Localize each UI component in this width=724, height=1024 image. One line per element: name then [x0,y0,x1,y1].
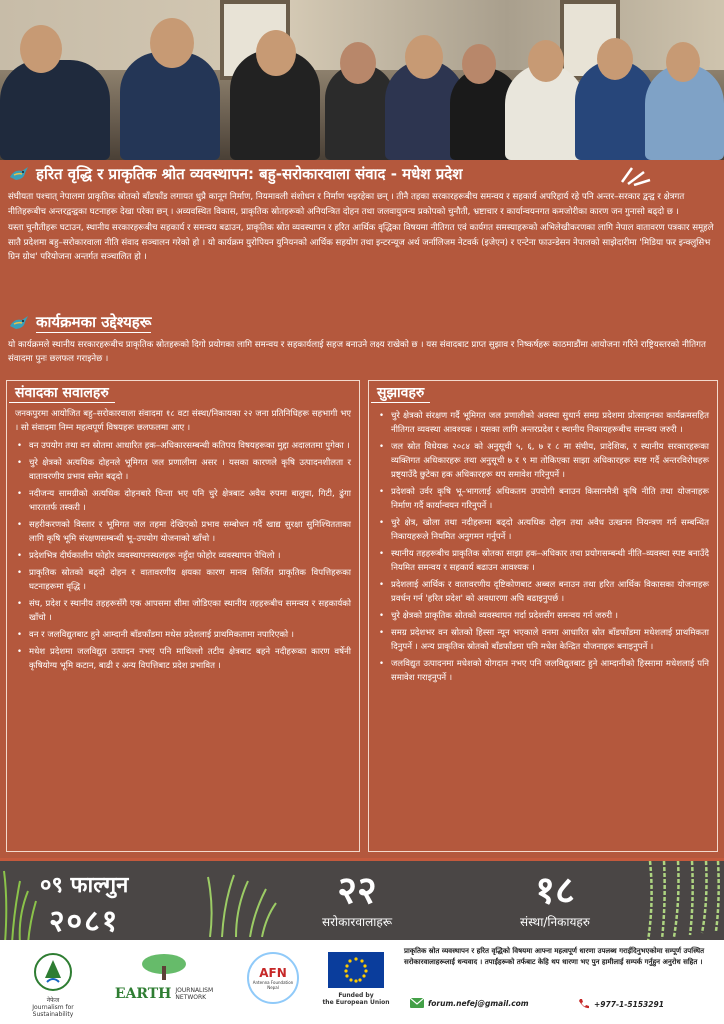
suggestion-item: • चुरे क्षेत्रको संरक्षण गर्दै भूमिगत जल प्रणालीको अवस्था सुधार्न समग्र प्रदेशमा प्रोत्साहनका कार्यक्रमसहित नीतिगत व्यवस्था आवश्यक । यसका लागि अन्तरप्रदेश र स्थानीय निकायहरूबीच समन्वय जरुरी । [391,409,709,437]
photo-person-head [20,25,62,73]
phone-text: +977-1-5153291 [594,999,664,1009]
issues-panel [6,380,360,852]
suggestions-panel [368,380,718,852]
afn-logo-main: AFN [259,966,287,980]
event-day: ०९ फाल्गुन [40,873,129,898]
photo-person-head [150,18,194,68]
stakeholders-count: २२ [337,868,377,912]
suggestion-item: • चुरे क्षेत्रको प्राकृतिक स्रोतको व्यवस्थापन गर्दा प्रदेशसँग समन्वय गर्न जरुरी । [391,609,709,623]
photo-person-head [405,35,443,79]
suggestion-item: • समग्र प्रदेशभर वन स्रोतको हिस्सा न्यून भएकाले वनमा आधारित स्रोत बाँडफाँडमा मधेशलाई प्राथमिकता दिनुपर्ने । अन्य प्राकृतिक स्रोतको बाँडफाँडमा पनि मधेश केन्द्रित योजनाहरू बनाइनुपर्ने । [391,626,709,654]
bird-icon [8,165,30,183]
title-bar [0,160,724,188]
stats-bar [0,858,724,940]
suggestions-list [369,409,717,685]
photo-person [0,60,110,160]
orgs-label: संस्था/निकायहरु [520,915,590,929]
suggestion-item: • प्रदेशको उर्वर कृषि भू–भागलाई अधिकतम उपयोगी बनाउन किसानमैत्री कृषि नीति तथा योजनाहरू निर्माण गर्दै कार्यान्वयन गरिनुपर्ने । [391,485,709,513]
contact-email[interactable] [410,998,529,1008]
grass-icon [200,867,280,937]
afn-logo [240,952,306,1004]
contact-phone[interactable] [578,998,664,1010]
event-date [40,869,128,940]
willow-icon [640,861,724,943]
bird-icon [8,314,30,332]
stakeholders-label: सरोकारवालाहरू [321,915,393,929]
objectives-text: यो कार्यक्रमले स्थानीय सरकारहरूबीच प्राकृतिक स्रोतहरूको दिगो प्रयोगका लागि समन्वय र सहकार्यलाई सहज बनाउने लक्ष्य राखेको छ । यस संवादबाट प्राप्त सुझाव र निष्कर्षहरू काठमाडौंमा आयोजना गरिने राष्ट्रियस्तरको नीतिगत संवादमा पुनः छलफल गराइनेछ । [8,340,706,364]
intro-paragraph-1: संघीयता पश्चात् नेपालमा प्राकृतिक स्रोतको बाँडफाँड लगायत धुप्रै कानून निर्माण, नियमावली संशोधन र निर्माण भइरहेका छन् । तीनै तहका सरकारहरूबीच समन्वय र सहकार्य अपरिहार्य रहे पनि अन्तर–सरकार द्वन्द्व र क्षेत्रगत नीतिहरूबीच अन्तरद्वन्द्वका घटनाहरू देखा परेका छन् । अव्यवस्थित विकास, प्राकृतिक स्रोतहरूको अनियन्त्रित दोहन तथा जलवायुजन्य प्रकोपको चुनौती, भ्रष्टाचार र कार्यान्वयनगत कमजोरीका कारण जन गुनासो बढ्दो छ । [8,192,685,217]
issue-item: • वन र जलविद्युतबाट हुने आम्दानी बाँडफाँडमा मधेस प्रदेशलाई प्राथमिकतामा नपारिएको । [29,628,351,642]
phone-icon [578,998,590,1010]
afn-logo-sub: Antenna Foundation Nepal [252,980,294,990]
issue-item: • चुरे क्षेत्रको अत्यधिक दोहनले भूमिगत जल प्रणालीमा असर । यसका कारणले कृषि उत्पादनशीलता र वातावरणीय प्रभाव समेत बढ्दो । [29,456,351,484]
earth-logo-main: EARTH [114,986,172,1002]
photo-person-head [597,38,633,80]
photo-person-head [666,42,700,82]
header-photo [0,0,724,160]
eu-funded-text: Funded by the European Union [322,992,390,1006]
eu-logo [316,952,396,1006]
objectives-header [8,312,151,333]
nefej-logo-icon [33,952,73,992]
grass-icon [0,861,40,943]
suggestion-item: • जल स्रोत विधेयक २०८४ को अनुसूची ५, ६, ७ र ८ मा संघीय, प्रादेशिक, र स्थानीय सरकारहरूका व्यक्तिगत अधिकारहरू तथा अनुसूची ७ र ९ मा तोकिएका साझा अधिकारहरू स्पष्ट गर्दै अन्तरविरोधहरू प्रष्ट्याउँदै छुटेका हक अधिकारहरू थप समावेश गरिनुपर्ने । [391,440,709,482]
suggestions-title: सुझावहरु [371,381,430,403]
intro-paragraph-2: यस्ता चुनौतीहरू घटाउन, स्थानीय सरकारहरूबीच सहकार्य र समन्वय बढाउन, प्राकृतिक स्रोत व्यवस्थापन र हरित आर्थिक वृद्धिका विषयमा नीतिगत एवं कार्यगत समस्याहरूको अभिलेखीकरणका लागि नेपाल वातावरण पत्रकार समूहले सातै प्रदेशमा बहु–सरोकारवाला नीति संवाद सञ्चालन गरेको हो । यो कार्यक्रम युरोपियन युनियनको आर्थिक सहयोग तथा इन्टरन्यूज अर्थ जर्नालिजम नेटवर्क (इजेएन) र एन्टेना फाउन्डेसन नेपालको साझेदारीमा 'मिडिया फर इन्क्लुसिभ ग्रिन ग्रोथ' परियोजना अन्तर्गत सञ्चालित हो । [8,223,714,263]
objectives-title: कार्यक्रमका उद्देश्यहरू [36,313,152,331]
email-icon [410,998,424,1008]
issue-item: • मधेश प्रदेशमा जलविद्युत उत्पादन नभए पनि माथिल्लो तटीय क्षेत्रबाट बहने नदीहरूका कारण वर्षेनी कृषियोग्य भूमि कटान, बाढी र अन्य विपत्तिबाट प्रदेश प्रभावित । [29,645,351,673]
eu-flag-icon [328,952,384,988]
photo-person [120,52,220,160]
nefej-logo [18,952,88,1018]
photo-person-head [340,42,376,84]
email-text: forum.nefej@gmail.com [428,998,529,1008]
issue-item: • संघ, प्रदेश र स्थानीय तहहरूसँगै एक आपसमा सीमा जोडिएका स्थानीय तहहरूबीच समन्वय र सहकार्यको खाँचो । [29,597,351,625]
earth-journalism-logo [104,952,224,1002]
earth-logo-sub: JOURNALISM NETWORK [175,987,214,1001]
stakeholders-stat [292,867,422,930]
thank-you-note: प्राकृतिक स्रोत व्यवस्थापन र हरित वृद्धिको विषयमा आफ्ना महत्वपूर्ण धारणा उपलब्ध गराईदिनुभएकोमा सम्पूर्ण उपस्थित सरोकारवालाहरूलाई धन्यवाद । तपाईंहरूको तर्फबाट केहि थप धारणा भए पुन हामीलाई सम्पर्क गर्नुहुन अनुरोध सहित । [404,947,705,966]
footer [0,940,724,1024]
photo-person-head [256,30,296,76]
orgs-count: १८ [535,868,575,912]
intro-section [8,190,716,267]
photo-person-head [462,44,496,84]
tree-icon [134,952,194,982]
issues-title: संवादका सवालहरु [9,381,115,403]
photo-person-head [528,40,564,82]
issue-item: • प्रदेशभित्र दीर्घकालीन फोहोर व्यवस्थापनस्थलहरू नहुँदा फोहोर व्यवस्थापन पेचिलो । [29,549,351,563]
event-year: २०८१ [48,904,120,939]
page-title: हरित वृद्धि र प्राकृतिक श्रोत व्यवस्थापन: बहु-सरोकारवाला संवाद - मधेश प्रदेश [36,165,463,183]
issues-lead: जनकपुरमा आयोजित बहु–सरोकारवाला संवादमा १८ वटा संस्था/निकायका २२ जना प्रतिनिधिहरू सहभागी भए । सो संवादमा निम्न महत्वपूर्ण विषयहरू छलफलमा आए । [15,409,351,433]
suggestion-item: • स्थानीय तहहरूबीच प्राकृतिक स्रोतका साझा हक–अधिकार तथा प्रयोगसम्बन्धी नीति–व्यवस्था स्पष्ट बनाउँदै नियमित समन्वय र सहकार्य बढाउन आवश्यक । [391,547,709,575]
suggestion-item: • चुरे क्षेत्र, खोला तथा नदीहरूमा बढ्दो अत्यधिक दोहन तथा अवैध उत्खनन नियन्त्रण गर्न सम्बन्धित निकायहरूले नियमित अनुगमन गर्नुपर्ने । [391,516,709,544]
issue-item: • नदीजन्य सामग्रीको अत्यधिक दोहनबारे चिन्ता भए पनि चुरे क्षेत्रबाट अवैध रुपमा बालुवा, गिटी, ढुंगा भारततर्फ तस्करी । [29,487,351,515]
issues-list [7,439,359,673]
orgs-stat [490,867,620,930]
issue-item: • प्राकृतिक स्रोतको बढ्दो दोहन र वातावरणीय क्षयका कारण मानव सिर्जित प्राकृतिक विपत्तिहरूका घटनाहरूमा वृद्धि । [29,566,351,594]
suggestion-item: • जलविद्युत उत्पादनमा मधेशको योगदान नभए पनि जलविद्युतबाट हुने आम्दानीको हिस्सामा मधेशलाई पनि समावेश गराइनुपर्ने । [391,657,709,685]
issue-item: • वन उपयोग तथा वन स्रोतमा आधारित हक–अधिकारसम्बन्धी कतिपय विषयहरूका मुद्दा अदालतमा पुगेका । [29,439,351,453]
suggestion-item: • प्रदेशलाई आर्थिक र वातावरणीय दृष्टिकोणबाट अब्बल बनाउन तथा हरित आर्थिक विकासका योजनाहरू प्रवर्धन गर्न 'हरित प्रदेश' को अवधारणा अघि बढाइनुपर्छ । [391,578,709,606]
burst-icon [618,164,652,186]
issue-item: • सहरीकरणको विस्तार र भूमिगत जल तहमा देखिएको प्रभाव सम्बोधन गर्दै खाद्य सुरक्षा सुनिश्चितताका लागि कृषि भूमि संरक्षणसम्बन्धी भू–उपयोग योजनाको खाँचो । [29,518,351,546]
nefej-logo-text: नेफेज Journalism for Sustainability [32,997,74,1018]
